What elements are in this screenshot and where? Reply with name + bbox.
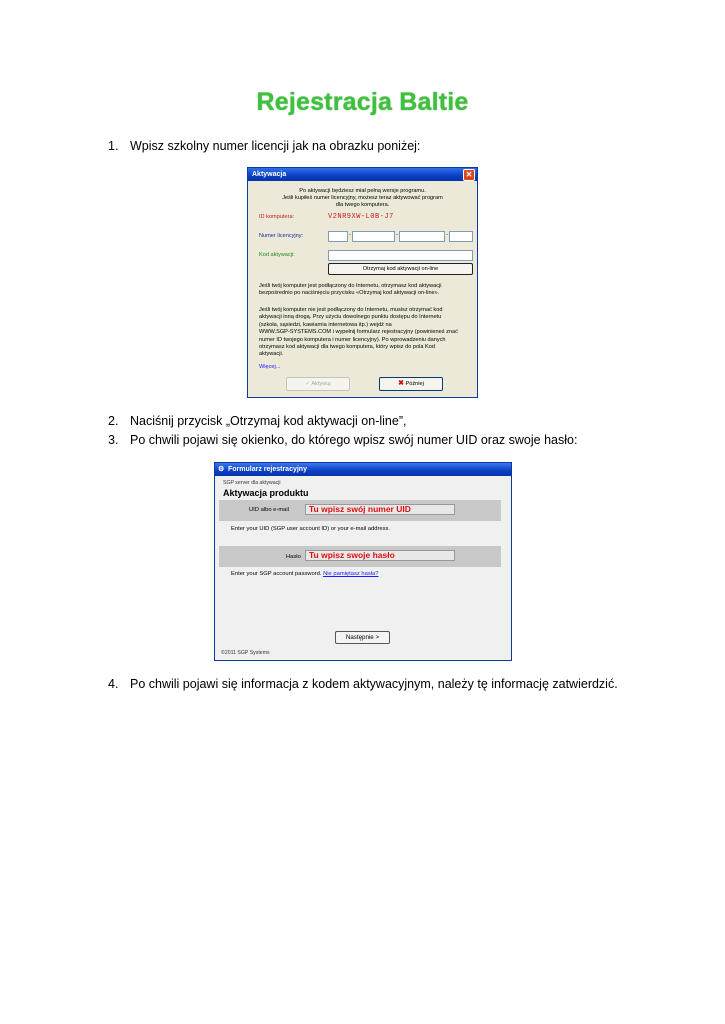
license-separator: - [349,232,351,238]
info-line: numer ID twojego komputera i numer licencyjny). Po wprowadzeniu danych [259,336,446,343]
step-3 [108,433,577,447]
step-text: Wpisz szkolny numer licencji jak na obrazku poniżej: [130,139,421,153]
activation-title: Aktywacja [252,171,287,178]
later-button[interactable] [379,377,443,391]
uid-input[interactable] [305,504,455,515]
uid-band [219,500,501,521]
activation-titlebar [248,168,477,181]
license-separator: - [446,232,448,238]
license-label: Numer licencyjny: [259,233,304,239]
step-number: 3. [108,433,119,447]
password-value: Tu wpisz swoje hasło [309,550,395,560]
check-icon: ✓ [305,381,311,387]
activation-intro [248,188,477,209]
uid-value: Tu wpisz swój numer UID [309,504,411,514]
password-input[interactable] [305,550,455,561]
computer-id-value: V2NR9XW-L0B-J7 [328,213,394,221]
license-field-2[interactable] [352,231,395,242]
info-line: (szkoła, sąsiedzi, kawiarnia internetowa itp.) wejdź na [259,321,392,328]
activation-code-input[interactable] [328,250,473,261]
app-icon: ⚙ [218,466,225,473]
uid-label: UID albo e-mail [249,507,289,513]
step-number: 1. [108,139,119,153]
close-icon[interactable]: ✕ [463,169,475,181]
register-title: Formularz rejestracyjny [228,466,307,473]
activation-code-label: Kod aktywacji: [259,252,295,258]
info-line: aktywacji. [259,351,284,358]
info-line: WWW.SGP-SYSTEMS.COM i wypełnij formularz rejestracyjny (powinieneś znać [259,329,458,336]
online-info [259,283,442,297]
step-2 [108,414,406,428]
step-number: 2. [108,414,119,428]
intro-line: dla twego komputera. [335,202,390,208]
info-line: bezpośrednio po naciśnięciu przycisku «Otrzymaj kod aktywacji on-line». [259,290,440,296]
later-button-label: Później [405,381,424,387]
x-icon: ✖ [398,380,404,387]
info-line: aktywacji inną drogą. Przy użyciu dowolnego punktu dostępu do Internetu [259,314,442,321]
form-heading: Aktywacja produktu [223,488,309,498]
offline-info [259,307,458,359]
password-label: Hasło [286,554,301,560]
intro-line: Jeśli kupiłeś numer licencyjny, możesz teraz aktywować program [282,195,443,201]
forgot-password-link[interactable]: Nie pamiętasz hasła? [323,571,379,577]
info-line: otrzymasz kod aktywacji dla twego komputera, który wpisz do pola Kod [259,344,435,351]
activation-dialog [247,167,478,398]
uid-help: Enter your UID (SGP user account ID) or your e-mail address. [231,526,391,532]
activate-button[interactable] [286,377,350,391]
step-text: Po chwili pojawi się informacja z kodem aktywacyjnym, należy tę informację zatwierdzić. [130,677,618,691]
footer-copyright: ©2011 SGP Systems [221,650,270,656]
password-band [219,546,501,567]
intro-line: Po aktywacji będziesz miał pełną wersje programu. [299,188,426,194]
register-titlebar [215,463,511,476]
info-line: Jeśli twój komputer jest podłączony do Internetu, otrzymasz kod aktywacji [259,283,442,289]
more-link[interactable]: Więcej... [259,364,281,370]
step-text: Po chwili pojawi się okienko, do którego wpisz swój numer UID oraz swoje hasło: [130,433,578,447]
step-number: 4. [108,677,119,691]
next-button[interactable]: Następnie > [335,631,390,644]
license-separator: - [396,232,398,238]
password-help-text: Enter your SGP account password. [231,571,322,577]
info-line: Jeśli twój komputer nie jest podłączony do Internetu, musisz otrzymać kod [259,307,443,313]
activate-button-label: Aktywuj [311,381,331,387]
password-help [231,571,378,577]
get-code-online-button[interactable]: Otrzymaj kod aktywacji on-line [328,263,473,275]
step-4 [108,677,618,691]
license-field-4[interactable] [449,231,473,242]
step-1 [108,139,420,153]
register-dialog [214,462,512,661]
license-field-3[interactable] [399,231,445,242]
license-field-1[interactable] [328,231,348,242]
step-text: Naciśnij przycisk „Otrzymaj kod aktywacji on-line”, [130,414,407,428]
computer-id-label: ID komputera: [259,214,295,220]
page-title: Rejestracja Baltie [256,88,469,116]
server-label: SGP server dla aktywacji [223,480,281,486]
